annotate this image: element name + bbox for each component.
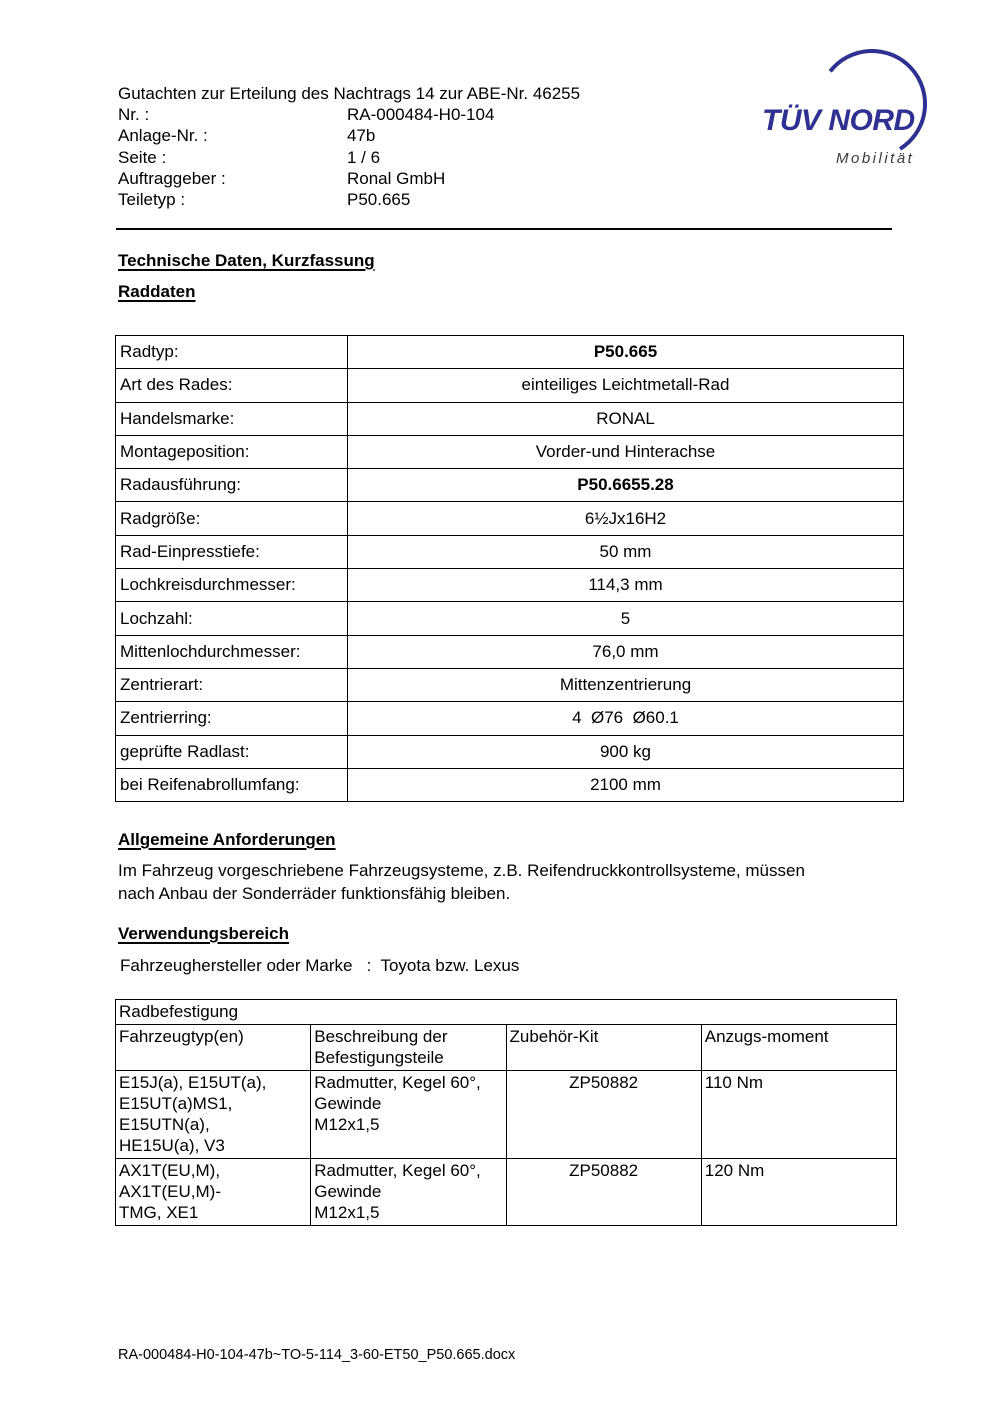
raddaten-label: Zentrierring: [116, 702, 348, 735]
raddaten-value: 50 mm [348, 535, 904, 568]
table-row [116, 502, 904, 535]
table-row [116, 702, 904, 735]
column-header: Anzugs-moment [701, 1025, 896, 1071]
raddaten-label: geprüfte Radlast: [116, 735, 348, 768]
header-field-value: 1 / 6 [347, 147, 381, 167]
raddaten-value: RONAL [348, 402, 904, 435]
raddaten-label: Mittenlochdurchmesser: [116, 635, 348, 668]
header-fields [118, 104, 580, 210]
header-field-label: Auftraggeber : [118, 168, 226, 188]
raddaten-value: Vorder-und Hinterachse [348, 435, 904, 468]
table-row [116, 435, 904, 468]
raddaten-label: Montageposition: [116, 435, 348, 468]
anzugsmoment-cell: 120 Nm [701, 1159, 896, 1226]
table-row [116, 469, 904, 502]
raddaten-value: P50.6655.28 [348, 469, 904, 502]
cell-line: M12x1,5 [314, 1203, 380, 1222]
cell-line: AX1T(EU,M), AX1T(EU,M)- [119, 1161, 221, 1201]
table-row [116, 569, 904, 602]
header-divider [116, 228, 892, 230]
header-field-value: Ronal GmbH [347, 168, 446, 188]
allgemeine-anforderungen-text [118, 860, 805, 905]
table-caption-row [116, 1000, 897, 1025]
raddaten-label: Lochkreisdurchmesser: [116, 569, 348, 602]
raddaten-label: Lochzahl: [116, 602, 348, 635]
header-field-value: RA-000484-H0-104 [347, 105, 495, 125]
section-heading-allgemeine-anforderungen: Allgemeine Anforderungen [118, 830, 336, 849]
radbefestigung-table [115, 999, 897, 1226]
header-field-label: Nr. : [118, 105, 150, 125]
raddaten-value: Mittenzentrierung [348, 668, 904, 701]
beschreibung-cell [311, 1071, 506, 1159]
table-row [116, 402, 904, 435]
table-row [116, 1071, 897, 1159]
table-row [116, 602, 904, 635]
table-row [116, 369, 904, 402]
logo-tagline: Mobilität [836, 150, 915, 167]
anzugsmoment-cell: 110 Nm [701, 1071, 896, 1159]
raddaten-label: Art des Rades: [116, 369, 348, 402]
section-heading-raddaten: Raddaten [118, 282, 196, 301]
raddaten-label: Radtyp: [116, 336, 348, 369]
tuv-nord-logo: TÜV NORD [762, 104, 915, 137]
cell-line: E15UT(a)MS1, E15UTN(a), [119, 1094, 233, 1134]
header-field-label: Seite : [118, 147, 167, 167]
raddaten-value: P50.665 [348, 336, 904, 369]
table-row [116, 768, 904, 801]
raddaten-table [115, 335, 904, 802]
column-header: Beschreibung der Befestigungsteile [311, 1025, 506, 1071]
table-row [116, 668, 904, 701]
raddaten-value: 6½Jx16H2 [348, 502, 904, 535]
section-heading-technische-daten: Technische Daten, Kurzfassung [118, 251, 375, 270]
column-header: Zubehör-Kit [506, 1025, 701, 1071]
raddaten-value: 2100 mm [348, 768, 904, 801]
fahrzeugtyp-cell [116, 1071, 311, 1159]
raddaten-value: einteiliges Leichtmetall-Rad [348, 369, 904, 402]
table-row [116, 535, 904, 568]
table-header-row [116, 1025, 897, 1071]
raddaten-value: 114,3 mm [348, 569, 904, 602]
footer-filename: RA-000484-H0-104-47b~TO-5-114_3-60-ET50_P50.665.docx [118, 1347, 516, 1363]
beschreibung-cell [311, 1159, 506, 1226]
raddaten-label: Radausführung: [116, 469, 348, 502]
zubehoer-kit-cell: ZP50882 [506, 1071, 701, 1159]
document-title: Gutachten zur Erteilung des Nachtrags 14 zur ABE-Nr. 46255 [118, 84, 581, 103]
document-header [118, 83, 580, 210]
raddaten-value: 76,0 mm [348, 635, 904, 668]
raddaten-label: Rad-Einpresstiefe: [116, 535, 348, 568]
table-row [116, 735, 904, 768]
cell-line: Radmutter, Kegel 60°, Gewinde [314, 1161, 481, 1201]
cell-line: M12x1,5 [314, 1115, 380, 1134]
table-row [116, 635, 904, 668]
raddaten-value: 900 kg [348, 735, 904, 768]
cell-line: TMG, XE1 [119, 1203, 199, 1222]
cell-line: Radmutter, Kegel 60°, Gewinde [314, 1073, 481, 1113]
zubehoer-kit-cell: ZP50882 [506, 1159, 701, 1226]
raddaten-value: 5 [348, 602, 904, 635]
cell-line: E15J(a), E15UT(a), [119, 1073, 267, 1092]
raddaten-label: Zentrierart: [116, 668, 348, 701]
table-row [116, 1159, 897, 1226]
raddaten-label: Handelsmarke: [116, 402, 348, 435]
column-header: Fahrzeugtyp(en) [116, 1025, 311, 1071]
raddaten-label: bei Reifenabrollumfang: [116, 768, 348, 801]
paragraph-line: Im Fahrzeug vorgeschriebene Fahrzeugsysteme, z.B. Reifendruckkontrollsysteme, müssen [118, 861, 805, 880]
table-row [116, 336, 904, 369]
paragraph-line: nach Anbau der Sonderräder funktionsfähig bleiben. [118, 883, 511, 903]
cell-line: HE15U(a), V3 [119, 1136, 225, 1155]
section-heading-verwendungsbereich: Verwendungsbereich [118, 924, 289, 943]
raddaten-value: 4 Ø76 Ø60.1 [348, 702, 904, 735]
header-field-label: Teiletyp : [118, 190, 186, 210]
fahrzeugtyp-cell [116, 1159, 311, 1226]
header-field-value: 47b [347, 126, 376, 146]
radbefestigung-caption: Radbefestigung [116, 1000, 897, 1025]
header-field-label: Anlage-Nr. : [118, 126, 208, 146]
fahrzeughersteller-line: Fahrzeughersteller oder Marke : Toyota bzw. Lexus [120, 956, 520, 975]
header-field-value: P50.665 [347, 190, 411, 210]
raddaten-label: Radgröße: [116, 502, 348, 535]
